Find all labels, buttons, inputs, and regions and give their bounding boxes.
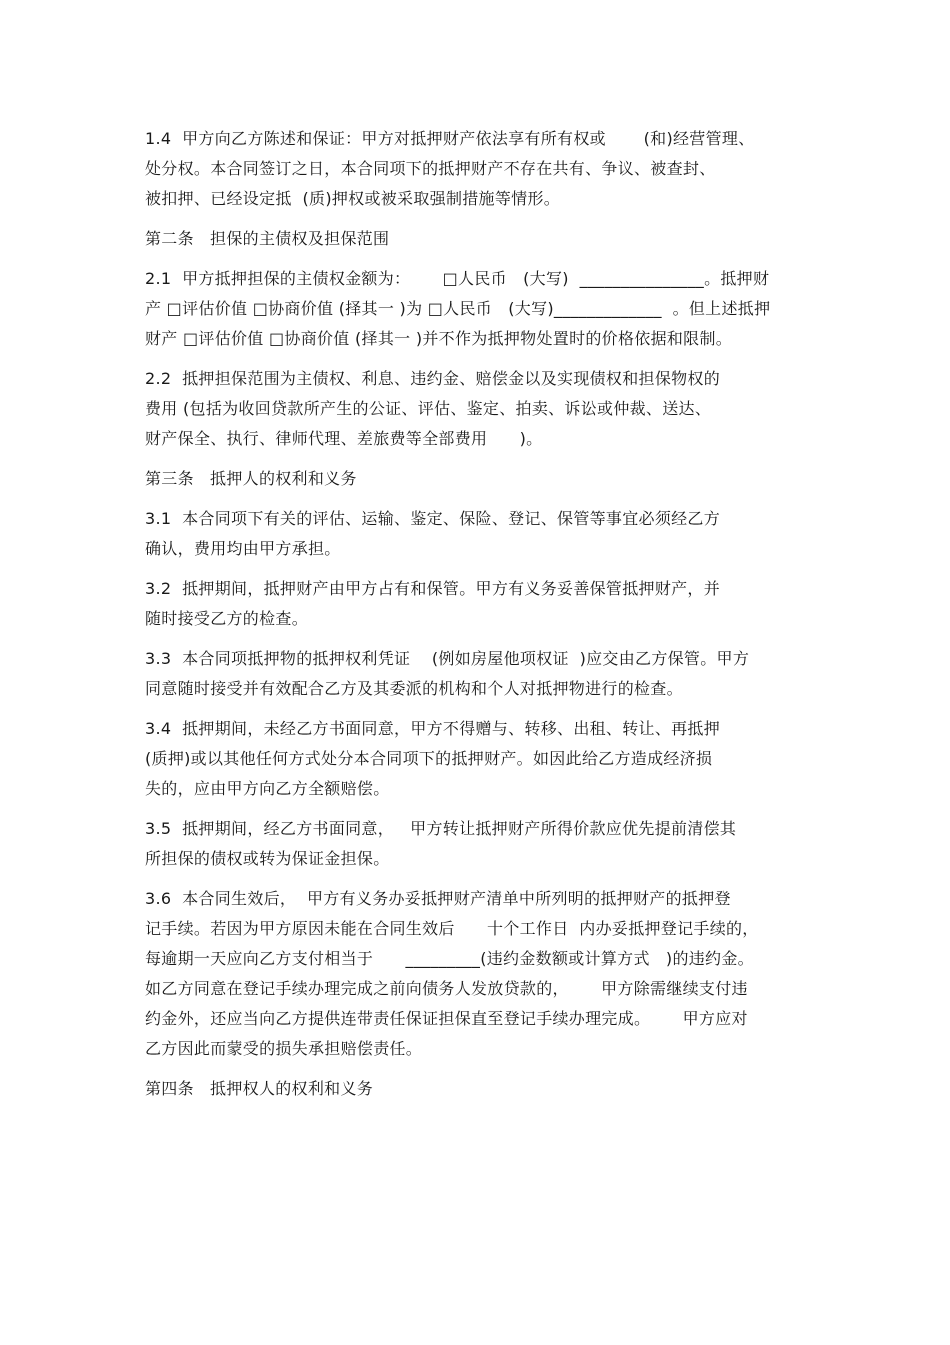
text-line: 1.4 甲方向乙方陈述和保证：甲方对抵押财产依法享有所有权或 (和)经营管理、 [145, 129, 755, 148]
clause-3-1 [145, 504, 810, 564]
text-line: 确认，费用均由甲方承担。 [145, 539, 341, 558]
text-line: 3.4 抵押期间，未经乙方书面同意，甲方不得赠与、转移、出租、转让、再抵押 [145, 719, 721, 738]
text-line: 记手续。若因为甲方原因未能在合同生效后 十个工作日 内办妥抵押登记手续的， [145, 919, 759, 938]
text-line: 费用 (包括为收回贷款所产生的公证、评估、鉴定、拍卖、诉讼或仲裁、送达、 [145, 399, 712, 418]
text-line: 财产保全、执行、律师代理、差旅费等全部费用 )。 [145, 429, 543, 448]
section-heading-2: 第二条 担保的主债权及担保范围 [145, 229, 390, 248]
clause-3-4 [145, 714, 810, 804]
text-line: 2.1 甲方抵押担保的主债权金额为： □人民币 (大写) _______________。抵押财 [145, 269, 770, 288]
text-line: (质押)或以其他任何方式处分本合同项下的抵押财产。如因此给乙方造成经济损 [145, 749, 713, 768]
text-line: 所担保的债权或转为保证金担保。 [145, 849, 390, 868]
text-line: 随时接受乙方的检查。 [145, 609, 309, 628]
text-line: 同意随时接受并有效配合乙方及其委派的机构和个人对抵押物进行的检查。 [145, 679, 683, 698]
text-line: 约金外，还应当向乙方提供连带责任保证担保直至登记手续办理完成。 甲方应对 [145, 1009, 748, 1028]
text-line: 乙方因此而蒙受的损失承担赔偿责任。 [145, 1039, 423, 1058]
text-line: 财产 □评估价值 □协商价值 (择其一 )并不作为抵押物处置时的价格依据和限制。 [145, 329, 733, 348]
clause-2-1 [145, 264, 810, 354]
text-line: 3.2 抵押期间，抵押财产由甲方占有和保管。甲方有义务妥善保管抵押财产，并 [145, 579, 721, 598]
clause-2-2 [145, 364, 810, 454]
text-line: 每逾期一天应向乙方支付相当于 _________(违约金数额或计算方式 )的违约金。 [145, 949, 754, 968]
section-heading-4: 第四条 抵押权人的权利和义务 [145, 1079, 374, 1098]
section-heading-3: 第三条 抵押人的权利和义务 [145, 469, 357, 488]
clause-3-2 [145, 574, 810, 634]
clause-3-5 [145, 814, 810, 874]
text-line: 处分权。本合同签订之日，本合同项下的抵押财产不存在共有、争议、被查封、 [145, 159, 716, 178]
clause-3-6 [145, 884, 810, 1064]
text-line: 3.1 本合同项下有关的评估、运输、鉴定、保险、登记、保管等事宜必须经乙方 [145, 509, 721, 528]
document-page [145, 124, 810, 1114]
text-line: 3.5 抵押期间，经乙方书面同意， 甲方转让抵押财产所得价款应优先提前清偿其 [145, 819, 737, 838]
text-line: 失的，应由甲方向乙方全额赔偿。 [145, 779, 390, 798]
clause-1-4 [145, 124, 810, 214]
text-line: 2.2 抵押担保范围为主债权、利息、违约金、赔偿金以及实现债权和担保物权的 [145, 369, 721, 388]
text-line: 如乙方同意在登记手续办理完成之前向债务人发放贷款的， 甲方除需继续支付违 [145, 979, 748, 998]
text-line: 产 □评估价值 □协商价值 (择其一 )为 □人民币 (大写)_____________ 。但上述抵押 [145, 299, 771, 318]
text-line: 被扣押、已经设定抵 (质)押权或被采取强制措施等情形。 [145, 189, 561, 208]
text-line: 3.6 本合同生效后， 甲方有义务办妥抵押财产清单中所列明的抵押财产的抵押登 [145, 889, 731, 908]
text-line: 3.3 本合同项抵押物的抵押权利凭证 (例如房屋他项权证 )应交由乙方保管。甲方 [145, 649, 750, 668]
clause-3-3 [145, 644, 810, 704]
